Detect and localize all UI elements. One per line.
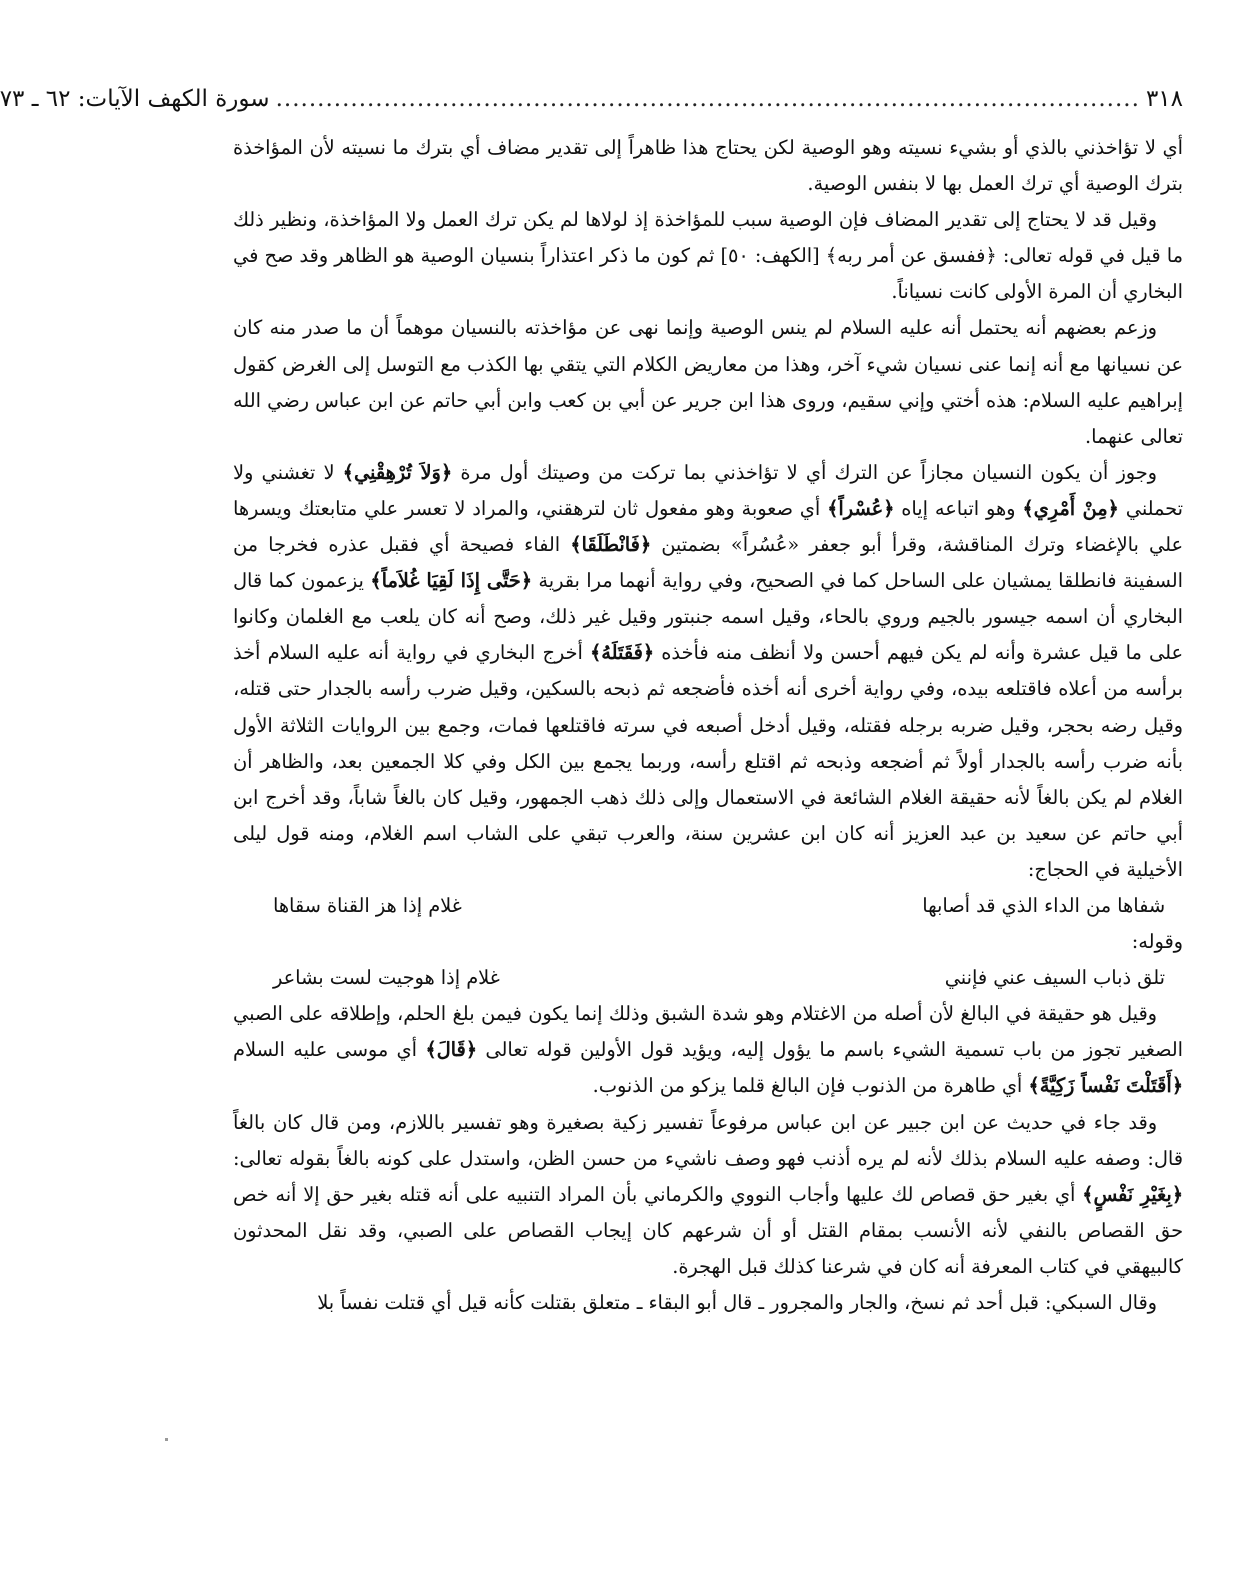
text-run: وقد جاء في حديث عن ابن جبير عن ابن عباس مرفوعاً تفسير زكية بصغيرة وهو تفسير باللازم، ومن قال كان بالغاً قال: وصفه عليه السلام بذلك لأنه لم يره أذنب فهو وصف ناشيء من حسن الظن، واستدل على كونه بالغاً بقوله تعالى: [233, 1110, 1183, 1170]
text-run: أي موسى عليه السلام [233, 1038, 426, 1062]
quran-quote: ﴿عُسْراً﴾ [827, 496, 895, 520]
poetry-verse-2 [233, 960, 1183, 996]
running-header [0, 86, 1183, 120]
text-run: أي صعوبة وهو مفعول ثان لترهقني، والمراد لا تعسر علي متابعتك ويسرها علي بالإغضاء وترك المناقشة، وقرأ أبو جعفر «عُسُراً» بضمتين [233, 496, 1183, 557]
text-run: وجوز أن يكون النسيان مجازاً عن الترك أي لا تؤاخذني بما تركت من وصيتك أول مرة [452, 460, 1157, 484]
verse-hemistich-second: غلام إذا هز القناة سقاها [273, 893, 462, 917]
paragraph-7: وقال السبكي: قبل أحد ثم نسخ، والجار والمجرور ـ قال أبو البقاء ـ متعلق بقتلت كأنه قيل أي قتلت نفساً بلا [317, 1291, 1157, 1314]
poetry-verse-1 [233, 888, 1183, 924]
page-number: ٣١٨ [1145, 86, 1183, 112]
text-run: يزعمون كما قال البخاري أن اسمه جيسور بالجيم وروي بالحاء، وقيل اسمه جنبتور وقيل غير ذلك، وصح أنه كان يلعب مع الغلمان وكانوا على ما قيل عشرة وأنه لم يكن فيهم أحسن ولا أنظف منه فأخذه [233, 569, 1184, 665]
verse-hemistich-first: تلق ذباب السيف عني فإنني [944, 966, 1165, 990]
surah-title: سورة الكهف الآيات: ٦٢ ـ ٧٣ [0, 86, 270, 112]
margin-mark [165, 1438, 168, 1441]
text-run: وقيل هو حقيقة في البالغ لأن أصله من الاغتلام وهو شدة الشبق وذلك إنما يكون فيمن بلغ الحلم، وإطلاقه على الصبي الصغير تجوز من باب تسمية الشيء باسم ما يؤول إليه، ويؤيد قول الأولين قوله تعالى [233, 1002, 1183, 1062]
text-body [233, 130, 1183, 1321]
verse-intro: وقوله: [1131, 930, 1183, 954]
text-run: أي بغير حق قصاص لك عليها وأجاب النووي والكرماني بأن المراد التنبيه على أنه قتله بغير حق إلا أنه خص حق القصاص بالنفي لأنه الأنسب بمقام القتل أو أن شرعهم كان إيجاب القصاص على الصبي، وقد نقل المحدثون كالبيهقي في كتاب المعرفة أنه كان في شرعنا كذلك قبل الهجرة. [233, 1182, 1183, 1278]
header-leader-dots: ........................................................................................................ [275, 86, 1140, 112]
quran-quote: ﴿أَقَتَلْتَ نَفْساً زَكِيَّةً﴾ [1028, 1074, 1183, 1098]
paragraph-1: أي لا تؤاخذني بالذي أو بشيء نسيته وهو الوصية لكن يحتاج هذا ظاهراً إلى تقدير مضاف أي بترك ما نسيته لأن المؤاخذة بترك الوصية أي ترك العمل بها لا بنفس الوصية. [233, 136, 1183, 196]
text-run: أخرج البخاري في رواية أنه عليه السلام أخذ برأسه من أعلاه فاقتلعه بيده، وفي رواية أخرى أنه أخذه فأضجعه ثم ذبحه بالسكين، وقيل ضرب رأسه بالجدار حتى قتله، وقيل رضه بحجر، وقيل ضربه برجله فقتله، وقيل أدخل أصبعه في سرته فاقتلعها فمات، وجمع بين الروايات الثلاثة الأول بأنه ضرب رأسه بالجدار أولاً ثم أضجعه وذبحه ثم اقتلع رأسه، وربما يجمع بين الكل وفي كلا الجمعين بعد، والظاهر أن الغلام لم يكن بالغاً لأنه حقيقة الغلام الشائعة في الاستعمال وإلى ذلك ذهب الجمهور، وقيل كان بالغاً شاباً، وقد أخرج ابن أبي حاتم عن سعيد بن عبد العزيز أنه كان ابن عشرين سنة، والعرب تبقي على الشاب اسم الغلام، ومنه قول ليلى الأخيلية في الحجاج: [233, 641, 1183, 881]
paragraph-2: وقيل قد لا يحتاج إلى تقدير المضاف فإن الوصية سبب للمؤاخذة إذ لولاها لم يكن ترك العمل ولا المؤاخذة، ونظير ذلك ما قيل في قوله تعالى: ﴿ففسق عن أمر ربه﴾ [الكهف: ٥٠] ثم كون ما ذكر اعتذاراً بنسيان الوصية هو الظاهر وقد صح في البخاري أن المرة الأولى كانت نسياناً. [233, 208, 1183, 304]
quran-quote: ﴿بِغَيْرِ نَفْسٍ﴾ [1082, 1182, 1183, 1206]
paragraph-5 [233, 996, 1183, 1104]
page [0, 86, 1184, 1321]
paragraph-4 [233, 455, 1183, 888]
quran-quote: ﴿قَالَ﴾ [425, 1038, 478, 1062]
quran-quote: ﴿وَلاَ تُرْهِقْنِي﴾ [342, 460, 453, 484]
verse-hemistich-second: غلام إذا هوجيت لست بشاعر [273, 966, 500, 990]
verse-hemistich-first: شفاها من الداء الذي قد أصابها [922, 893, 1165, 917]
paragraph-3: وزعم بعضهم أنه يحتمل أنه عليه السلام لم ينس الوصية وإنما نهى عن مؤاخذته بالنسيان موهماً أن ما صدر منه كان عن نسيانها مع أنه إنما عنى نسيان شيء آخر، وهذا من معاريض الكلام التي يتقي بها الكذب مع التوسل إلى الغرض كقول إبراهيم عليه السلام: هذه أختي وإني سقيم، وروى هذا ابن جرير عن أبي بن كعب وابن أبي حاتم عن ابن عباس رضي الله تعالى عنهما. [233, 316, 1183, 448]
paragraph-6 [233, 1105, 1183, 1285]
quran-quote: ﴿حَتَّى إِذَا لَقِيَا غُلاَماً﴾ [370, 569, 533, 593]
text-run: وهو اتباعه إياه [894, 496, 1023, 520]
quran-quote: ﴿فَانْطَلَقَا﴾ [570, 533, 652, 557]
quran-quote: ﴿مِنْ أَمْرِي﴾ [1022, 496, 1119, 520]
text-run: لا تغشني ولا تحملني [233, 460, 1183, 520]
text-run: الفاء فصيحة أي فقبل عذره فخرجا من السفينة فانطلقا يمشيان على الساحل كما في الصحيح، وفي رواية أنهما مرا بقرية [233, 533, 1183, 593]
text-run: أي طاهرة من الذنوب فإن البالغ قلما يزكو من الذنوب. [592, 1074, 1029, 1098]
quran-quote: ﴿فَقَتَلَهُ﴾ [590, 641, 655, 665]
